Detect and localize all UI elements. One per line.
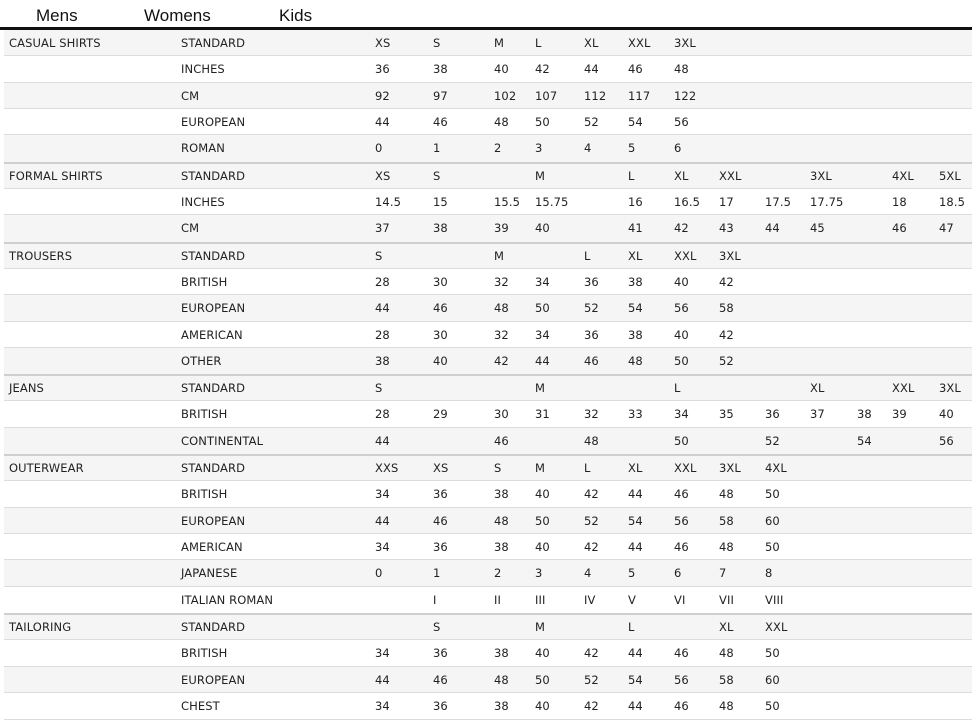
size-value-cell: L bbox=[584, 461, 591, 475]
size-value-cell: 50 bbox=[535, 301, 550, 315]
size-value-cell: 42 bbox=[494, 354, 509, 368]
size-value-cell: 34 bbox=[375, 487, 390, 501]
size-value-cell: 46 bbox=[433, 514, 448, 528]
size-value-cell: 46 bbox=[628, 62, 643, 76]
size-value-cell: 40 bbox=[674, 275, 689, 289]
size-value-cell: 15.75 bbox=[535, 195, 569, 209]
row-shading bbox=[4, 667, 972, 693]
size-value-cell: 58 bbox=[719, 301, 734, 315]
size-value-cell: 48 bbox=[628, 354, 643, 368]
size-value-cell: M bbox=[535, 461, 546, 475]
size-value-cell: 34 bbox=[375, 646, 390, 660]
size-value-cell: 50 bbox=[765, 646, 780, 660]
size-value-cell: 36 bbox=[433, 646, 448, 660]
size-value-cell: L bbox=[628, 620, 635, 634]
size-value-cell: 7 bbox=[719, 566, 727, 580]
size-value-cell: 36 bbox=[584, 328, 599, 342]
size-value-cell: 54 bbox=[628, 301, 643, 315]
size-system-label: EUROPEAN bbox=[181, 514, 246, 528]
size-value-cell: L bbox=[674, 381, 681, 395]
size-value-cell: 92 bbox=[375, 89, 390, 103]
size-value-cell: 6 bbox=[674, 141, 682, 155]
size-value-cell: 47 bbox=[939, 221, 954, 235]
size-value-cell: 34 bbox=[674, 407, 689, 421]
size-value-cell: 42 bbox=[584, 646, 599, 660]
size-value-cell: 3 bbox=[535, 566, 543, 580]
size-value-cell: 48 bbox=[584, 434, 599, 448]
size-value-cell: S bbox=[433, 169, 441, 183]
size-system-label: ROMAN bbox=[181, 141, 225, 155]
table-row bbox=[0, 428, 972, 455]
size-value-cell: 56 bbox=[674, 673, 689, 687]
size-value-cell: 107 bbox=[535, 89, 558, 103]
tab-mens[interactable]: Mens bbox=[36, 6, 78, 25]
size-value-cell: 36 bbox=[584, 275, 599, 289]
size-value-cell: 34 bbox=[375, 540, 390, 554]
size-value-cell: 52 bbox=[584, 115, 599, 129]
size-value-cell: XXL bbox=[719, 169, 742, 183]
size-value-cell: 56 bbox=[674, 301, 689, 315]
size-value-cell: 44 bbox=[628, 646, 643, 660]
size-value-cell: M bbox=[535, 381, 546, 395]
size-value-cell: 48 bbox=[719, 487, 734, 501]
size-value-cell: 34 bbox=[535, 328, 550, 342]
table-row bbox=[0, 481, 972, 508]
size-value-cell: 56 bbox=[674, 514, 689, 528]
size-value-cell: VII bbox=[719, 593, 734, 607]
size-value-cell: 43 bbox=[719, 221, 734, 235]
size-value-cell: XXL bbox=[765, 620, 788, 634]
size-value-cell: 38 bbox=[494, 487, 509, 501]
size-value-cell: 56 bbox=[939, 434, 954, 448]
size-value-cell: 46 bbox=[674, 646, 689, 660]
size-value-cell: 48 bbox=[494, 115, 509, 129]
size-value-cell: 46 bbox=[674, 540, 689, 554]
table-row bbox=[0, 640, 972, 667]
row-shading bbox=[4, 455, 972, 481]
size-value-cell: 30 bbox=[494, 407, 509, 421]
size-value-cell: 28 bbox=[375, 275, 390, 289]
size-value-cell: 32 bbox=[494, 275, 509, 289]
size-value-cell: 41 bbox=[628, 221, 643, 235]
row-shading bbox=[4, 215, 972, 243]
table-row bbox=[0, 455, 972, 481]
row-shading bbox=[4, 243, 972, 269]
table-row bbox=[0, 401, 972, 428]
size-system-label: BRITISH bbox=[181, 407, 228, 421]
size-value-cell: L bbox=[584, 249, 591, 263]
size-value-cell: 5XL bbox=[939, 169, 961, 183]
size-value-cell: 48 bbox=[494, 673, 509, 687]
table-row bbox=[0, 135, 972, 163]
size-system-label: STANDARD bbox=[181, 381, 246, 395]
category-label: CASUAL SHIRTS bbox=[9, 36, 101, 50]
size-value-cell: 15 bbox=[433, 195, 448, 209]
size-value-cell: 52 bbox=[584, 514, 599, 528]
table-row bbox=[0, 269, 972, 295]
size-value-cell: L bbox=[535, 36, 542, 50]
size-value-cell: S bbox=[433, 620, 441, 634]
size-value-cell: M bbox=[494, 249, 505, 263]
size-system-label: AMERICAN bbox=[181, 540, 243, 554]
size-value-cell: 50 bbox=[535, 673, 550, 687]
size-value-cell: 44 bbox=[765, 221, 780, 235]
size-value-cell: 48 bbox=[719, 646, 734, 660]
size-value-cell: 48 bbox=[494, 301, 509, 315]
size-value-cell: 4 bbox=[584, 566, 592, 580]
size-value-cell: 32 bbox=[584, 407, 599, 421]
size-value-cell: 42 bbox=[584, 540, 599, 554]
size-value-cell: 0 bbox=[375, 566, 383, 580]
category-label: TAILORING bbox=[9, 620, 72, 634]
size-value-cell: 46 bbox=[433, 115, 448, 129]
group-divider bbox=[4, 613, 972, 615]
size-value-cell: 30 bbox=[433, 275, 448, 289]
size-value-cell: 46 bbox=[584, 354, 599, 368]
table-row bbox=[0, 243, 972, 269]
row-shading bbox=[4, 295, 972, 322]
tab-kids[interactable]: Kids bbox=[279, 6, 313, 25]
table-row bbox=[0, 375, 972, 401]
size-value-cell: 28 bbox=[375, 328, 390, 342]
size-value-cell: 29 bbox=[433, 407, 448, 421]
size-value-cell: 5 bbox=[628, 566, 636, 580]
size-value-cell: 38 bbox=[857, 407, 872, 421]
size-value-cell: 34 bbox=[375, 699, 390, 713]
size-value-cell: 37 bbox=[375, 221, 390, 235]
size-value-cell: XS bbox=[433, 461, 449, 475]
size-value-cell: 38 bbox=[628, 275, 643, 289]
size-value-cell: 117 bbox=[628, 89, 651, 103]
size-value-cell: 46 bbox=[433, 673, 448, 687]
size-value-cell: XS bbox=[375, 36, 391, 50]
size-value-cell: 42 bbox=[674, 221, 689, 235]
size-value-cell: 2 bbox=[494, 141, 502, 155]
size-value-cell: S bbox=[375, 381, 383, 395]
size-system-label: STANDARD bbox=[181, 36, 246, 50]
table-row bbox=[0, 295, 972, 322]
table-row bbox=[0, 667, 972, 693]
size-value-cell: 39 bbox=[892, 407, 907, 421]
row-shading bbox=[4, 560, 972, 587]
size-value-cell: 40 bbox=[433, 354, 448, 368]
size-value-cell: 50 bbox=[674, 434, 689, 448]
size-value-cell: XXL bbox=[674, 461, 697, 475]
size-value-cell: 35 bbox=[719, 407, 734, 421]
size-value-cell: 15.5 bbox=[494, 195, 521, 209]
size-value-cell: 0 bbox=[375, 141, 383, 155]
size-value-cell: 14.5 bbox=[375, 195, 402, 209]
size-value-cell: S bbox=[494, 461, 502, 475]
size-value-cell: 44 bbox=[628, 540, 643, 554]
size-system-label: OTHER bbox=[181, 354, 222, 368]
size-system-label: STANDARD bbox=[181, 461, 246, 475]
size-value-cell: 3XL bbox=[674, 36, 696, 50]
size-value-cell: 38 bbox=[494, 646, 509, 660]
size-value-cell: 38 bbox=[433, 62, 448, 76]
size-value-cell: 48 bbox=[719, 540, 734, 554]
size-value-cell: 3 bbox=[535, 141, 543, 155]
size-value-cell: 44 bbox=[375, 434, 390, 448]
size-value-cell: 50 bbox=[765, 699, 780, 713]
size-value-cell: 39 bbox=[494, 221, 509, 235]
size-system-label: STANDARD bbox=[181, 620, 246, 634]
size-value-cell: 3XL bbox=[719, 249, 741, 263]
size-value-cell: I bbox=[433, 593, 437, 607]
size-value-cell: 17.5 bbox=[765, 195, 792, 209]
size-value-cell: 30 bbox=[433, 328, 448, 342]
size-value-cell: 44 bbox=[375, 514, 390, 528]
row-shading bbox=[4, 508, 972, 534]
size-system-label: CM bbox=[181, 221, 200, 235]
size-value-cell: M bbox=[494, 36, 505, 50]
size-system-label: BRITISH bbox=[181, 646, 228, 660]
size-system-label: CHEST bbox=[181, 699, 220, 713]
size-value-cell: XL bbox=[584, 36, 599, 50]
size-system-label: EUROPEAN bbox=[181, 673, 246, 687]
size-value-cell: M bbox=[535, 169, 546, 183]
size-value-cell: 56 bbox=[674, 115, 689, 129]
size-value-cell: 6 bbox=[674, 566, 682, 580]
size-value-cell: 44 bbox=[375, 673, 390, 687]
size-value-cell: 17.75 bbox=[810, 195, 844, 209]
category-label: OUTERWEAR bbox=[9, 461, 84, 475]
size-value-cell: 112 bbox=[584, 89, 607, 103]
size-value-cell: 48 bbox=[719, 699, 734, 713]
group-divider bbox=[4, 454, 972, 456]
size-value-cell: 28 bbox=[375, 407, 390, 421]
size-value-cell: 52 bbox=[719, 354, 734, 368]
table-row bbox=[0, 614, 972, 640]
row-shading bbox=[4, 428, 972, 455]
size-value-cell: 50 bbox=[535, 514, 550, 528]
size-value-cell: 52 bbox=[765, 434, 780, 448]
size-value-cell: 16.5 bbox=[674, 195, 701, 209]
size-value-cell: 36 bbox=[375, 62, 390, 76]
table-row bbox=[0, 163, 972, 189]
size-value-cell: 44 bbox=[628, 699, 643, 713]
size-system-label: CONTINENTAL bbox=[181, 434, 264, 448]
size-value-cell: 40 bbox=[535, 540, 550, 554]
size-value-cell: M bbox=[535, 620, 546, 634]
size-value-cell: 38 bbox=[375, 354, 390, 368]
table-row bbox=[0, 109, 972, 135]
size-value-cell: 54 bbox=[628, 514, 643, 528]
size-value-cell: 122 bbox=[674, 89, 697, 103]
table-row bbox=[0, 322, 972, 348]
size-value-cell: 4 bbox=[584, 141, 592, 155]
size-value-cell: 1 bbox=[433, 566, 441, 580]
size-value-cell: 52 bbox=[584, 301, 599, 315]
size-system-label: INCHES bbox=[181, 62, 225, 76]
size-value-cell: XXS bbox=[375, 461, 399, 475]
size-value-cell: 40 bbox=[535, 646, 550, 660]
size-value-cell: 2 bbox=[494, 566, 502, 580]
table-row bbox=[0, 560, 972, 587]
size-value-cell: 16 bbox=[628, 195, 643, 209]
size-system-label: BRITISH bbox=[181, 487, 228, 501]
size-value-cell: 44 bbox=[375, 301, 390, 315]
size-value-cell: VI bbox=[674, 593, 686, 607]
row-shading bbox=[4, 83, 972, 109]
size-value-cell: 3XL bbox=[719, 461, 741, 475]
size-system-label: CM bbox=[181, 89, 200, 103]
size-value-cell: 60 bbox=[765, 514, 780, 528]
group-divider bbox=[4, 374, 972, 376]
size-value-cell: 33 bbox=[628, 407, 643, 421]
size-value-cell: 36 bbox=[433, 699, 448, 713]
size-value-cell: 50 bbox=[765, 540, 780, 554]
table-row bbox=[0, 587, 972, 614]
size-value-cell: 38 bbox=[628, 328, 643, 342]
size-value-cell: 38 bbox=[433, 221, 448, 235]
size-value-cell: 42 bbox=[535, 62, 550, 76]
row-shading bbox=[4, 614, 972, 640]
size-value-cell: XL bbox=[810, 381, 825, 395]
size-value-cell: 54 bbox=[628, 673, 643, 687]
size-value-cell: 5 bbox=[628, 141, 636, 155]
size-value-cell: 8 bbox=[765, 566, 773, 580]
size-value-cell: V bbox=[628, 593, 636, 607]
size-value-cell: 44 bbox=[375, 115, 390, 129]
size-value-cell: S bbox=[433, 36, 441, 50]
size-system-label: JAPANESE bbox=[181, 566, 238, 580]
size-value-cell: 40 bbox=[535, 487, 550, 501]
tab-womens[interactable]: Womens bbox=[144, 6, 211, 25]
size-value-cell: 50 bbox=[765, 487, 780, 501]
table-row bbox=[0, 189, 972, 215]
size-system-label: BRITISH bbox=[181, 275, 228, 289]
size-value-cell: S bbox=[375, 249, 383, 263]
size-value-cell: 36 bbox=[433, 540, 448, 554]
size-value-cell: 17 bbox=[719, 195, 734, 209]
table-row bbox=[0, 56, 972, 83]
size-value-cell: 32 bbox=[494, 328, 509, 342]
size-value-cell: 40 bbox=[674, 328, 689, 342]
size-value-cell: XL bbox=[628, 249, 643, 263]
size-value-cell: 42 bbox=[719, 275, 734, 289]
size-value-cell: 52 bbox=[584, 673, 599, 687]
row-shading bbox=[4, 30, 972, 56]
size-value-cell: 37 bbox=[810, 407, 825, 421]
size-value-cell: 54 bbox=[857, 434, 872, 448]
size-value-cell: 34 bbox=[535, 275, 550, 289]
size-value-cell: XXL bbox=[892, 381, 915, 395]
table-row bbox=[0, 508, 972, 534]
size-value-cell: 46 bbox=[892, 221, 907, 235]
size-value-cell: 46 bbox=[674, 487, 689, 501]
size-value-cell: 3XL bbox=[810, 169, 832, 183]
size-value-cell: 40 bbox=[535, 221, 550, 235]
size-value-cell: 4XL bbox=[765, 461, 787, 475]
table-row bbox=[0, 348, 972, 375]
size-value-cell: 44 bbox=[584, 62, 599, 76]
size-value-cell: 18.5 bbox=[939, 195, 966, 209]
size-value-cell: 38 bbox=[494, 699, 509, 713]
size-value-cell: 46 bbox=[433, 301, 448, 315]
size-value-cell: II bbox=[494, 593, 501, 607]
row-shading bbox=[4, 135, 972, 163]
size-value-cell: XXL bbox=[628, 36, 651, 50]
size-value-cell: 54 bbox=[628, 115, 643, 129]
size-value-cell: IV bbox=[584, 593, 596, 607]
size-value-cell: L bbox=[628, 169, 635, 183]
size-value-cell: 48 bbox=[674, 62, 689, 76]
row-divider bbox=[4, 719, 972, 720]
size-value-cell: 60 bbox=[765, 673, 780, 687]
size-value-cell: 45 bbox=[810, 221, 825, 235]
table-row bbox=[0, 83, 972, 109]
size-system-label: STANDARD bbox=[181, 249, 246, 263]
size-value-cell: XXL bbox=[674, 249, 697, 263]
table-row bbox=[0, 30, 972, 56]
size-value-cell: 31 bbox=[535, 407, 550, 421]
size-value-cell: XL bbox=[674, 169, 689, 183]
size-value-cell: 4XL bbox=[892, 169, 914, 183]
size-value-cell: 58 bbox=[719, 673, 734, 687]
size-value-cell: 18 bbox=[892, 195, 907, 209]
size-value-cell: 3XL bbox=[939, 381, 961, 395]
size-value-cell: XL bbox=[628, 461, 643, 475]
size-value-cell: 40 bbox=[535, 699, 550, 713]
group-divider bbox=[4, 242, 972, 244]
size-system-label: EUROPEAN bbox=[181, 115, 246, 129]
table-row bbox=[0, 693, 972, 720]
size-value-cell: 42 bbox=[584, 487, 599, 501]
size-value-cell: 36 bbox=[765, 407, 780, 421]
size-system-label: STANDARD bbox=[181, 169, 246, 183]
row-shading bbox=[4, 375, 972, 401]
size-value-cell: 42 bbox=[584, 699, 599, 713]
size-value-cell: 97 bbox=[433, 89, 448, 103]
size-value-cell: 102 bbox=[494, 89, 517, 103]
size-value-cell: 40 bbox=[939, 407, 954, 421]
size-value-cell: 46 bbox=[674, 699, 689, 713]
size-value-cell: 58 bbox=[719, 514, 734, 528]
size-value-cell: 44 bbox=[535, 354, 550, 368]
size-value-cell: 38 bbox=[494, 540, 509, 554]
size-value-cell: 46 bbox=[494, 434, 509, 448]
size-system-label: INCHES bbox=[181, 195, 225, 209]
row-shading bbox=[4, 348, 972, 375]
category-label: TROUSERS bbox=[9, 249, 73, 263]
size-system-label: ITALIAN ROMAN bbox=[181, 593, 274, 607]
size-value-cell: XL bbox=[719, 620, 734, 634]
table-row bbox=[0, 215, 972, 243]
size-system-label: EUROPEAN bbox=[181, 301, 246, 315]
size-tabs bbox=[0, 0, 972, 27]
category-label: FORMAL SHIRTS bbox=[9, 169, 103, 183]
size-value-cell: VIII bbox=[765, 593, 784, 607]
size-value-cell: 50 bbox=[674, 354, 689, 368]
category-label: JEANS bbox=[9, 381, 44, 395]
size-system-label: AMERICAN bbox=[181, 328, 243, 342]
table-row bbox=[0, 534, 972, 560]
size-value-cell: 42 bbox=[719, 328, 734, 342]
size-value-cell: III bbox=[535, 593, 546, 607]
size-value-cell: 1 bbox=[433, 141, 441, 155]
size-value-cell: 48 bbox=[494, 514, 509, 528]
size-value-cell: 50 bbox=[535, 115, 550, 129]
size-value-cell: 36 bbox=[433, 487, 448, 501]
size-value-cell: 44 bbox=[628, 487, 643, 501]
size-value-cell: XS bbox=[375, 169, 391, 183]
size-value-cell: 40 bbox=[494, 62, 509, 76]
